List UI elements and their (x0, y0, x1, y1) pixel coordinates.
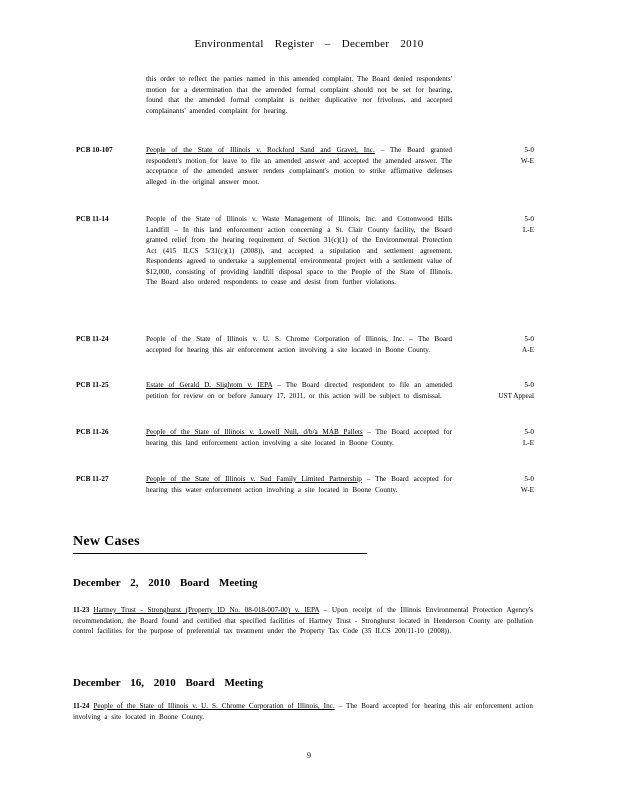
vote-count: 5-0 (524, 428, 534, 436)
case-type: L-E (522, 225, 534, 234)
case-summary: – The Board directed respondent to file an amended petition for review on or before January 17, 2011, or this action will be subject to dismissal. (146, 381, 452, 400)
vote-count: 5-0 (524, 475, 534, 483)
case-text (146, 145, 452, 187)
meeting-heading: December 2, 2010 Board Meeting (73, 577, 258, 589)
case-caption: People of the State of Illinois v. Sud Family Limited Partnership (146, 475, 362, 483)
case-text (146, 474, 452, 495)
case-vote (454, 214, 534, 235)
case-type: W-E (520, 485, 534, 494)
case-summary: People of the State of Illinois v. Waste Management of Illinois, Inc. and Cottonwood Hills Landfill – In this land enforcement action concerning a St. Clair County facility, the Board granted relief from the hearing requirement of Section 31(c)(1) of the Environmental Protection Act (415 ILCS 5/31(c)(1) (2008)), and accepted a stipulation and settlement agreement. Respondents agreed to undertake a supplemental environmental project with a settlement value of $12,000, consisting of providing landfill disposal space to the People of the State of Illinois. The Board also ordered respondents to cease and desist from further violations. (146, 215, 452, 286)
case-caption: People of the State of Illinois v. Lowell Null, d/b/a MAB Pallets (146, 428, 363, 436)
new-case-caption: People of the State of Illinois v. U. S. Chrome Corporation of Illinois, Inc. (93, 702, 335, 710)
case-number: PCB 11-14 (76, 215, 109, 223)
case-type: UST Appeal (498, 391, 534, 400)
case-entry (0, 145, 618, 186)
case-vote (454, 334, 534, 355)
case-number: PCB 10-107 (76, 146, 113, 154)
case-text (146, 214, 452, 288)
section-divider (73, 553, 367, 554)
case-vote (454, 474, 534, 495)
page-number: 9 (307, 751, 311, 760)
new-case-caption: Hartney Trust - Stronghurst (Property ID No. 08-018-007-00) v. IEPA (93, 606, 320, 614)
case-summary: – The Board accepted for hearing this water enforcement action involving a site located in Boone County. (146, 475, 452, 494)
case-number: PCB 11-25 (76, 381, 109, 389)
case-number: PCB 11-27 (76, 475, 109, 483)
case-entry (0, 214, 618, 286)
new-case-entry (73, 701, 533, 722)
vote-count: 5-0 (524, 146, 534, 154)
vote-count: 5-0 (524, 381, 534, 389)
case-vote (454, 427, 534, 448)
page-header: Environmental Register – December 2010 (194, 38, 424, 50)
continuation-paragraph: this order to reflect the parties named in this amended complaint. The Board denied respondents' motion for a determination that the amended formal complaint should not be set for hearing, found that the amended formal complaint is neither duplicative nor frivolous, and accepted complainants' amended complaint for hearing. (146, 75, 452, 115)
case-summary: – The Board accepted for hearing this land enforcement action involving a site located in Boone County. (146, 428, 452, 447)
case-entry (0, 380, 618, 400)
case-text (146, 427, 452, 448)
case-number: PCB 11-26 (76, 428, 109, 436)
case-entry (0, 474, 618, 494)
case-text (146, 334, 452, 355)
case-type: A-E (522, 345, 534, 354)
case-text (146, 380, 452, 401)
section-title: New Cases (73, 534, 140, 549)
new-case-summary: – The Board accepted for hearing this air enforcement action involving a site located in Boone County. (73, 702, 533, 721)
case-summary: – The Board granted respondent's motion for leave to file an amended answer and accepted the amended answer. The acceptance of the amended answer renders complainant's motion to strike affirmative defenses alleged in the original answer moot. (146, 146, 452, 186)
new-case-number: 11-24 (73, 702, 90, 710)
case-summary: People of the State of Illinois v. U. S. Chrome Corporation of Illinois, Inc. – The Board accepted for hearing this air enforcement action involving a site located in Boone County. (146, 335, 452, 354)
case-vote (454, 145, 534, 166)
new-case-entry (73, 605, 533, 637)
case-caption: People of the State of Illinois v. Rockford Sand and Gravel, Inc. (146, 146, 375, 154)
case-entry (0, 427, 618, 447)
vote-count: 5-0 (524, 215, 534, 223)
case-caption: Estate of Gerald D. Slightom v. IEPA (146, 381, 273, 389)
vote-count: 5-0 (524, 335, 534, 343)
case-number: PCB 11-24 (76, 335, 109, 343)
case-vote (454, 380, 534, 401)
case-entry (0, 334, 618, 354)
case-type: L-E (522, 438, 534, 447)
new-case-summary: – Upon receipt of the Illinois Environmental Protection Agency's recommendation, the Board found and certified that specified facilities of Hartney Trust - Stronghurst located in Henderson County are pollution control facilities for the purpose of preferential tax treatment under the Property Tax Code (35 ILCS 200/11-10 (2008)). (73, 606, 533, 635)
new-case-number: 11-23 (73, 606, 90, 614)
case-type: W-E (520, 156, 534, 165)
meeting-heading: December 16, 2010 Board Meeting (73, 677, 264, 689)
